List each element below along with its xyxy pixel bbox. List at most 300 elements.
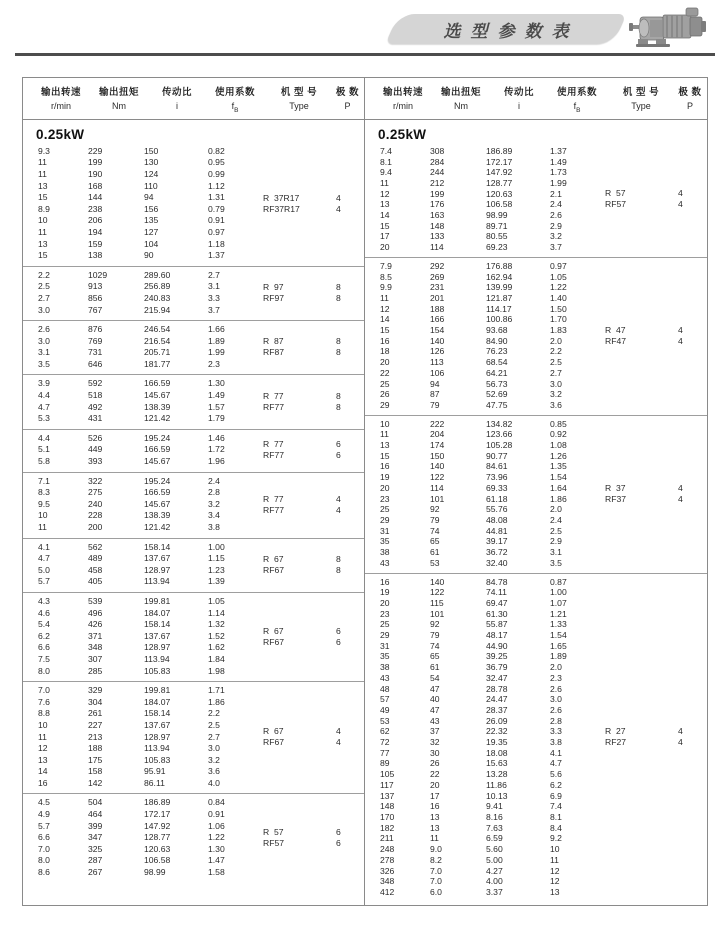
table-cell: 348	[88, 642, 103, 653]
table-cell: 2.9	[550, 220, 562, 231]
table-cell: 329	[88, 685, 103, 696]
model-type-label: R 77	[263, 439, 284, 450]
table-cell: 13	[38, 238, 48, 249]
table-cell: 489	[88, 553, 103, 564]
table-cell: 195.24	[144, 432, 171, 443]
table-cell: 2.5	[208, 719, 220, 730]
numeric-rows	[23, 146, 263, 262]
model-type-label: RF67	[263, 564, 285, 575]
pole-count-column	[677, 146, 707, 253]
table-row	[38, 821, 263, 833]
table-cell: 128.77	[486, 177, 513, 188]
table-cell: 1.66	[208, 324, 225, 335]
table-cell: 124	[144, 168, 159, 179]
table-cell: 5.7	[38, 820, 50, 831]
table-cell: 54	[430, 672, 440, 683]
table-cell: 53	[380, 715, 390, 726]
table-cell: 159	[88, 238, 103, 249]
table-cell: 2.4	[550, 515, 562, 525]
table-cell: 646	[88, 358, 103, 369]
table-cell: 37	[430, 726, 440, 737]
table-row	[38, 181, 263, 193]
table-cell: 8.5	[380, 271, 392, 282]
data-block	[23, 267, 364, 320]
table-row	[380, 587, 605, 598]
model-type-label: R 37R17	[263, 192, 300, 203]
model-type-label: R 67	[263, 726, 284, 737]
table-cell: 52.69	[486, 389, 508, 400]
pole-count: 4	[336, 493, 341, 504]
table-row	[380, 515, 605, 526]
table-cell: 13	[38, 180, 48, 191]
table-row	[380, 536, 605, 547]
header-divider-rule	[15, 53, 715, 56]
table-cell: 25	[380, 504, 390, 515]
table-cell: 1.35	[550, 461, 567, 472]
table-cell: 3.6	[550, 399, 562, 410]
table-cell: 140	[430, 335, 445, 346]
table-cell: 4.27	[486, 865, 503, 876]
table-cell: 12	[550, 876, 560, 887]
table-cell: 11	[380, 177, 389, 188]
model-type-column	[263, 146, 335, 262]
table-cell: 105.83	[144, 665, 171, 676]
table-cell: 1.32	[208, 619, 225, 630]
table-cell: 1.54	[550, 630, 567, 641]
data-block	[365, 574, 707, 902]
table-cell: 80.55	[486, 231, 508, 242]
table-cell: 19	[380, 587, 390, 598]
table-cell: 2.2	[38, 269, 50, 280]
numeric-rows	[23, 270, 263, 316]
table-cell: 170	[380, 811, 395, 822]
table-cell: 10	[38, 510, 48, 521]
table-row	[380, 189, 605, 200]
table-cell: 65	[430, 536, 440, 547]
table-cell: 2.4	[550, 199, 562, 210]
data-block	[23, 593, 364, 681]
table-cell: 5.4	[38, 619, 50, 630]
table-cell: 8.6	[38, 867, 50, 878]
table-cell: 61	[430, 662, 440, 673]
table-row	[38, 336, 263, 348]
table-cell: 2.5	[550, 525, 562, 536]
table-cell: 228	[88, 510, 103, 521]
table-cell: 1.15	[208, 553, 225, 564]
pole-count: 4	[678, 493, 683, 504]
table-cell: 28.78	[486, 683, 508, 694]
table-row	[380, 876, 605, 887]
table-cell: 3.0	[38, 335, 50, 346]
table-cell: 592	[88, 378, 103, 389]
table-cell: 150	[144, 145, 159, 156]
table-cell: 1.86	[550, 493, 567, 504]
table-cell: 69.47	[486, 597, 508, 608]
numeric-rows	[23, 324, 263, 370]
table-cell: 4.3	[38, 595, 50, 606]
table-cell: 8.0	[38, 665, 50, 676]
table-row	[38, 832, 263, 844]
table-cell: 194	[88, 226, 103, 237]
table-cell: 458	[88, 564, 103, 575]
pole-count: 4	[336, 726, 341, 737]
table-row	[380, 716, 605, 727]
table-cell: 2.7	[550, 367, 562, 378]
pole-count-column	[335, 433, 364, 468]
model-type-label: R 77	[263, 390, 284, 401]
table-cell: 2.1	[550, 188, 562, 199]
model-type-label: R 57	[263, 827, 284, 838]
table-cell: 172.17	[486, 156, 513, 167]
table-cell: 158	[88, 766, 103, 777]
table-cell: 128.77	[144, 832, 171, 843]
table-cell: 199	[430, 188, 445, 199]
table-cell: 79	[430, 630, 440, 641]
table-cell: 148	[380, 801, 395, 812]
table-cell: 6.2	[38, 630, 50, 641]
table-row	[380, 866, 605, 877]
table-cell: 9.5	[38, 498, 50, 509]
table-cell: 168	[88, 180, 103, 191]
table-cell: 1.54	[550, 472, 567, 483]
numeric-rows	[23, 476, 263, 534]
pole-count: 4	[678, 482, 683, 493]
model-type-label: RF57	[605, 199, 627, 210]
table-cell: 145.67	[144, 456, 171, 467]
table-cell: 2.6	[38, 324, 50, 335]
table-cell: 43	[380, 672, 390, 683]
model-type-label: R 67	[263, 625, 284, 636]
table-cell: 130	[144, 157, 159, 168]
table-cell: 1.06	[208, 820, 225, 831]
table-cell: 128.97	[144, 642, 171, 653]
pole-count: 6	[336, 450, 341, 461]
table-cell: 0.99	[208, 168, 225, 179]
table-cell: 3.2	[208, 754, 220, 765]
table-row	[380, 630, 605, 641]
table-cell: 17	[430, 790, 440, 801]
table-cell: 7.4	[380, 145, 392, 156]
table-row	[380, 210, 605, 221]
table-row	[380, 694, 605, 705]
model-type-label: RF77	[263, 401, 285, 412]
table-row	[380, 199, 605, 210]
table-cell: 2.2	[208, 708, 220, 719]
header-output-speed: 输出转速 r/min	[40, 87, 81, 111]
table-cell: 7.0	[38, 685, 50, 696]
table-row	[380, 178, 605, 189]
table-row	[38, 192, 263, 204]
table-cell: 6.6	[38, 642, 50, 653]
table-cell: 269	[430, 271, 445, 282]
table-cell: 28.37	[486, 704, 508, 715]
table-cell: 139.99	[486, 282, 513, 293]
table-cell: 256.89	[144, 281, 171, 292]
table-cell: 72	[380, 737, 390, 748]
numeric-rows	[365, 261, 605, 411]
table-cell: 186.89	[144, 797, 171, 808]
table-row	[380, 167, 605, 178]
data-block	[23, 682, 364, 793]
model-type-column	[605, 577, 677, 898]
data-block	[23, 321, 364, 374]
table-cell: 137.67	[144, 553, 171, 564]
table-cell: 4.5	[38, 797, 50, 808]
table-row	[380, 494, 605, 505]
table-cell: 199.81	[144, 685, 171, 696]
table-row	[380, 748, 605, 759]
model-type-column	[263, 324, 335, 370]
table-cell: 4.00	[486, 876, 503, 887]
table-cell: 1.62	[208, 642, 225, 653]
table-cell: 18	[380, 346, 390, 357]
table-cell: 284	[430, 156, 445, 167]
model-type-label: R 67	[263, 553, 284, 564]
table-cell: 86.11	[144, 777, 165, 788]
table-cell: 8.16	[486, 811, 503, 822]
data-block	[23, 143, 364, 266]
table-row	[380, 472, 605, 483]
table-cell: 38	[380, 662, 390, 673]
table-left-half	[23, 78, 365, 905]
table-cell: 2.8	[550, 715, 562, 726]
table-cell: 2.7	[208, 269, 220, 280]
table-cell: 89.71	[486, 220, 508, 231]
table-cell: 106.58	[486, 199, 513, 210]
table-row	[380, 833, 605, 844]
table-cell: 7.9	[380, 260, 392, 271]
table-row	[380, 801, 605, 812]
table-row	[380, 577, 605, 588]
table-cell: 0.91	[208, 809, 225, 820]
table-cell: 142	[88, 777, 103, 788]
table-cell: 23	[380, 493, 390, 504]
table-cell: 9.3	[38, 145, 50, 156]
pole-count: 4	[336, 192, 341, 203]
table-cell: 518	[88, 390, 103, 401]
table-cell: 36.72	[486, 547, 508, 558]
table-cell: 94	[430, 378, 440, 389]
header-output-speed: 输出转速 r/min	[382, 87, 423, 111]
table-cell: 84.61	[486, 461, 508, 472]
table-cell: 35	[380, 651, 390, 662]
table-row	[38, 778, 263, 790]
table-cell: 84.78	[486, 576, 508, 587]
table-cell: 6.9	[550, 790, 562, 801]
table-cell: 44.90	[486, 640, 508, 651]
model-type-column	[263, 433, 335, 468]
model-type-column	[605, 419, 677, 569]
table-cell: 12	[38, 743, 48, 754]
table-cell: 32.40	[486, 557, 508, 568]
table-row	[380, 526, 605, 537]
data-block	[23, 473, 364, 538]
table-cell: 4.7	[38, 553, 50, 564]
table-cell: 0.85	[550, 418, 567, 429]
table-cell: 13	[380, 199, 390, 210]
table-row	[38, 413, 263, 425]
table-cell: 158.14	[144, 708, 171, 719]
pole-count-column	[335, 378, 364, 424]
table-cell: 1.46	[208, 432, 225, 443]
table-cell: 90.77	[486, 450, 508, 461]
table-cell: 399	[88, 820, 103, 831]
table-cell: 16	[380, 335, 390, 346]
table-cell: 166.59	[144, 444, 171, 455]
table-cell: 222	[430, 418, 445, 429]
table-row	[380, 609, 605, 620]
table-cell: 20	[430, 779, 440, 790]
table-cell: 1.70	[550, 314, 567, 325]
table-cell: 731	[88, 347, 103, 358]
table-cell: 2.6	[550, 210, 562, 221]
table-row	[380, 662, 605, 673]
table-cell: 13	[430, 822, 440, 833]
table-row	[38, 565, 263, 577]
table-row	[38, 766, 263, 778]
table-cell: 216.54	[144, 335, 171, 346]
table-cell: 3.37	[486, 886, 503, 897]
table-row	[38, 755, 263, 767]
table-cell: 1.00	[208, 541, 225, 552]
table-cell: 19	[380, 472, 390, 483]
table-cell: 1029	[88, 269, 108, 280]
table-cell: 95.91	[144, 766, 166, 777]
table-cell: 0.84	[208, 797, 225, 808]
table-row	[380, 368, 605, 379]
table-cell: 526	[88, 432, 103, 443]
table-cell: 73.96	[486, 472, 508, 483]
table-cell: 128.97	[144, 731, 171, 742]
table-cell: 7.63	[486, 822, 503, 833]
table-cell: 1.30	[208, 378, 225, 389]
model-type-column	[605, 146, 677, 253]
table-cell: 5.60	[486, 844, 503, 855]
model-type-label: RF97	[263, 292, 285, 303]
table-cell: 17	[380, 231, 390, 242]
table-cell: 69.33	[486, 482, 508, 493]
table-cell: 7.4	[550, 801, 562, 812]
table-cell: 92	[430, 619, 440, 630]
table-row	[38, 844, 263, 856]
table-cell: 199.81	[144, 595, 171, 606]
table-cell: 110	[144, 180, 158, 191]
pole-count: 6	[336, 838, 341, 849]
table-cell: 195.24	[144, 475, 171, 486]
table-cell: 2.3	[208, 358, 220, 369]
table-cell: 74.11	[486, 587, 507, 598]
table-cell: 1.12	[208, 180, 225, 191]
table-cell: 61.30	[486, 608, 508, 619]
table-row	[380, 379, 605, 390]
table-row	[38, 685, 263, 697]
table-cell: 325	[88, 843, 103, 854]
table-cell: 206	[88, 215, 103, 226]
table-row	[38, 402, 263, 414]
table-cell: 3.8	[208, 522, 220, 533]
right-data-blocks	[365, 143, 707, 905]
table-cell: 20	[380, 242, 390, 253]
model-type-label: R 37	[605, 482, 626, 493]
table-cell: 25	[380, 378, 390, 389]
table-cell: 308	[430, 145, 445, 156]
table-cell: 39.25	[486, 651, 508, 662]
table-cell: 5.1	[38, 444, 50, 455]
table-cell: 61.18	[486, 493, 508, 504]
table-cell: 32	[430, 737, 440, 748]
table-cell: 3.8	[550, 737, 562, 748]
table-cell: 11	[550, 854, 559, 865]
model-type-label: RF67	[263, 737, 285, 748]
table-cell: 1.50	[550, 303, 567, 314]
header-output-torque: 输出扭矩 Nm	[98, 87, 139, 111]
table-cell: 6.59	[486, 833, 503, 844]
table-cell: 154	[430, 325, 445, 336]
table-cell: 2.2	[550, 346, 562, 357]
table-cell: 26	[430, 758, 440, 769]
table-row	[380, 598, 605, 609]
table-cell: 36.79	[486, 662, 508, 673]
table-cell: 3.0	[550, 694, 562, 705]
numeric-rows	[365, 419, 605, 569]
table-cell: 7.6	[38, 696, 50, 707]
table-cell: 104	[144, 238, 159, 249]
table-cell: 1.08	[550, 440, 567, 451]
table-cell: 13	[430, 811, 440, 822]
table-cell: 3.0	[550, 378, 562, 389]
table-cell: 44.81	[486, 525, 508, 536]
table-cell: 106.58	[144, 855, 171, 866]
table-row	[380, 791, 605, 802]
header-poles: 极 数 P	[678, 87, 702, 111]
table-cell: 114	[430, 242, 444, 253]
table-cell: 1.30	[208, 843, 225, 854]
table-cell: 2.9	[550, 536, 562, 547]
table-row	[380, 547, 605, 558]
table-cell: 140	[430, 576, 445, 587]
pole-count-column	[335, 685, 364, 789]
model-type-column	[263, 270, 335, 316]
table-cell: 5.6	[550, 769, 562, 780]
table-cell: 227	[88, 719, 103, 730]
table-cell: 162.94	[486, 271, 513, 282]
table-cell: 47	[430, 683, 440, 694]
table-cell: 405	[88, 576, 103, 587]
table-cell: 166	[430, 314, 445, 325]
table-cell: 48	[380, 683, 390, 694]
table-cell: 4.1	[550, 747, 562, 758]
table-cell: 4.4	[38, 432, 50, 443]
table-cell: 120.63	[144, 843, 171, 854]
table-row	[380, 769, 605, 780]
table-cell: 4.0	[208, 777, 220, 788]
table-cell: 204	[430, 429, 445, 440]
table-cell: 248	[380, 844, 395, 855]
table-row	[38, 378, 263, 390]
table-cell: 5.00	[486, 854, 503, 865]
table-cell: 15	[38, 250, 48, 261]
table-cell: 29	[380, 399, 390, 410]
table-cell: 94	[144, 192, 154, 203]
table-cell: 13	[380, 440, 390, 451]
model-type-label: RF77	[263, 450, 285, 461]
model-type-column	[263, 797, 335, 878]
pole-count: 4	[336, 203, 341, 214]
table-cell: 215.94	[144, 304, 171, 315]
table-cell: 14	[380, 314, 390, 325]
table-cell: 1.14	[208, 607, 225, 618]
table-cell: 188	[430, 303, 445, 314]
